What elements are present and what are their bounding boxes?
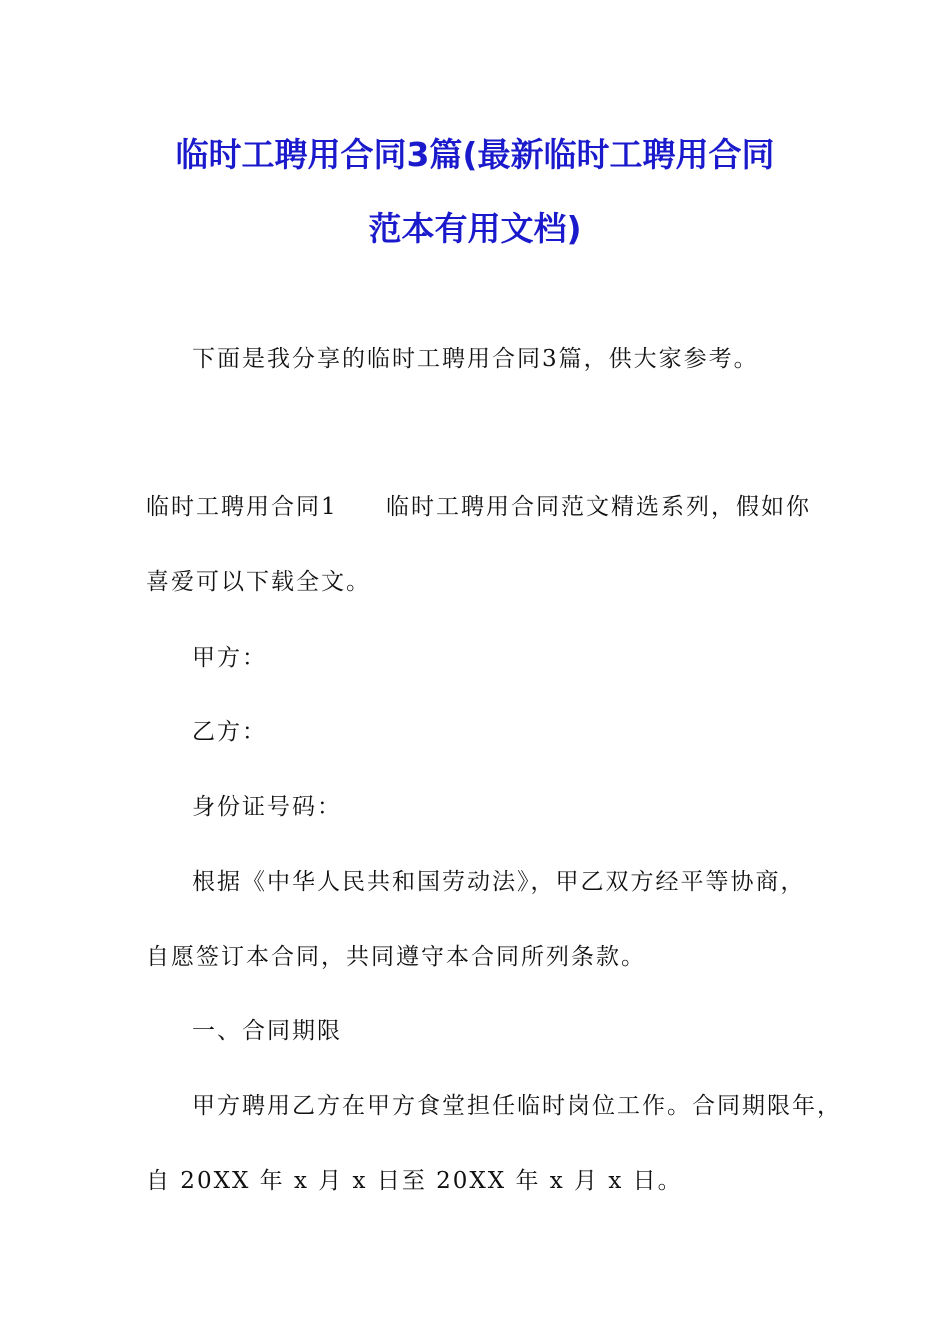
party-b-label: 乙方： xyxy=(192,719,267,745)
section-lead-continued: 喜爱可以下载全文。 xyxy=(146,569,371,595)
basis-paragraph-line-2: 自愿签订本合同，共同遵守本合同所列条款。 xyxy=(146,944,646,970)
document-title-line-2: 范本有用文档) xyxy=(368,209,582,248)
id-number-label: 身份证号码： xyxy=(192,794,342,820)
basis-paragraph-line-1: 根据《中华人民共和国劳动法》，甲乙双方经平等协商， xyxy=(192,869,806,895)
document-title-line-1: 临时工聘用合同3篇(最新临时工聘用合同 xyxy=(175,135,775,174)
intro-paragraph: 下面是我分享的临时工聘用合同3篇，供大家参考。 xyxy=(192,346,759,372)
section-lead: 临时工聘用合同范文精选系列，假如你 xyxy=(386,494,811,520)
clause-1-line-2: 自 20XX 年 x 月 x 日至 20XX 年 x 月 x 日。 xyxy=(146,1168,683,1194)
clause-1-line-1: 甲方聘用乙方在甲方食堂担任临时岗位工作。合同期限年， xyxy=(192,1093,842,1119)
clause-1-heading: 一、合同期限 xyxy=(192,1018,342,1044)
party-a-label: 甲方： xyxy=(192,645,267,671)
section-heading: 临时工聘用合同1 xyxy=(146,494,338,520)
